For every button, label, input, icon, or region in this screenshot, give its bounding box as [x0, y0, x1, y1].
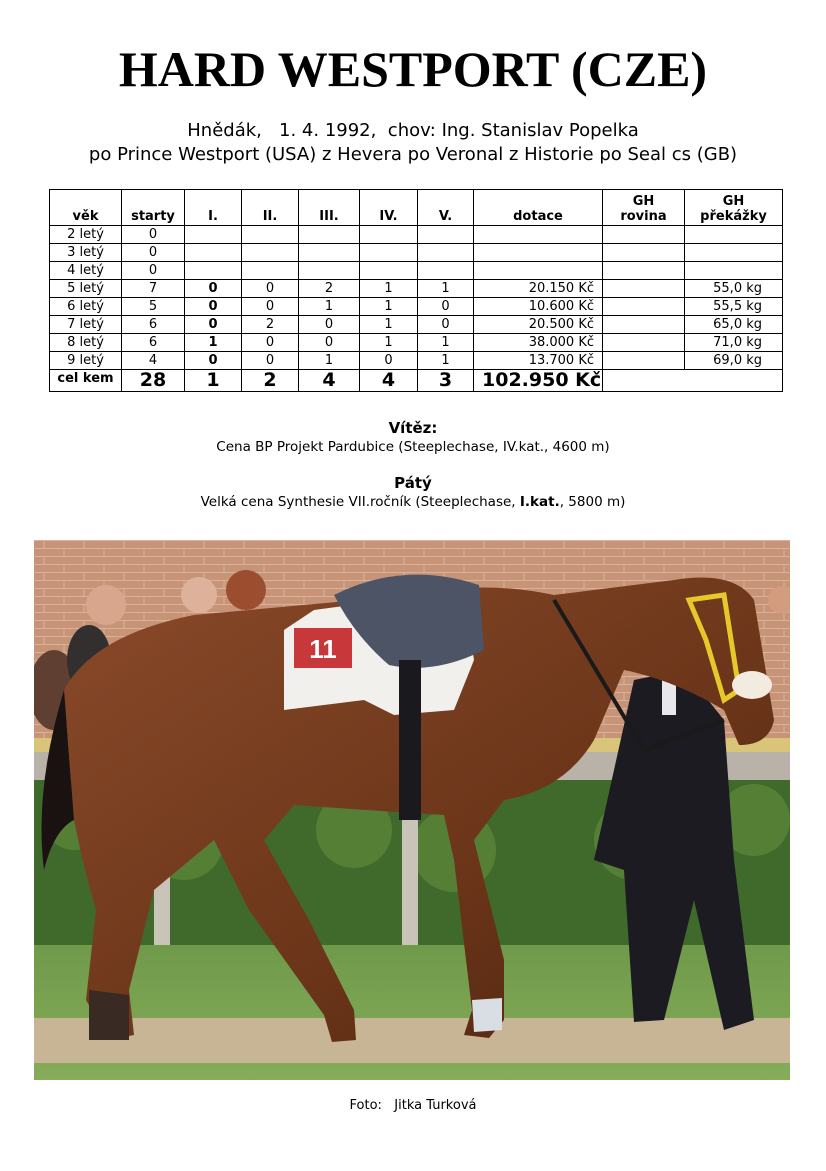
cell-fifth [418, 244, 474, 262]
cell-third [299, 262, 360, 280]
cell-gh-rovina [603, 244, 685, 262]
cell-first [185, 262, 242, 280]
cell-dotace [474, 262, 603, 280]
total-starty: 28 [122, 370, 185, 392]
cell-second: 0 [242, 352, 299, 370]
table-total-row [50, 370, 783, 392]
header-second: II. [242, 190, 299, 226]
table-row [50, 334, 783, 352]
cell-third: 0 [299, 334, 360, 352]
pedigree-line: po Prince Westport (USA) z Hevera po Veronal z Historie po Seal cs (GB) [88, 144, 738, 165]
table-row [50, 316, 783, 334]
horse-name-title: HARD WESTPORT (CZE) [118, 41, 708, 97]
cell-second [242, 244, 299, 262]
cell-second: 0 [242, 298, 299, 316]
table-row [50, 298, 783, 316]
table-row [50, 244, 783, 262]
cell-fourth: 0 [360, 352, 418, 370]
cell-second: 0 [242, 280, 299, 298]
cell-gh-rovina [603, 352, 685, 370]
cell-dotace [474, 226, 603, 244]
header-gh-prekazky-line1: GH [722, 194, 745, 209]
cell-gh-rovina [603, 226, 685, 244]
cell-age: 8 letý [50, 334, 122, 352]
total-dotace: 102.950 Kč [474, 370, 603, 392]
cell-gh-prekazky: 55,5 kg [685, 298, 783, 316]
cell-second [242, 226, 299, 244]
cell-third: 1 [299, 352, 360, 370]
cell-age: 2 letý [50, 226, 122, 244]
cell-age: 6 letý [50, 298, 122, 316]
header-gh-prekazky-line2: překážky [700, 209, 767, 224]
fifth-race-distance: , 5800 m) [559, 494, 626, 510]
header-vek: věk [50, 190, 122, 226]
cell-third [299, 244, 360, 262]
cell-starty: 0 [122, 244, 185, 262]
table-row [50, 226, 783, 244]
cell-second: 0 [242, 334, 299, 352]
header-gh-rovina [603, 190, 685, 226]
table-header-row [50, 190, 783, 226]
header-first: I. [185, 190, 242, 226]
total-empty [603, 370, 783, 392]
cell-fourth: 1 [360, 316, 418, 334]
cell-fourth [360, 244, 418, 262]
cell-gh-rovina [603, 316, 685, 334]
cell-first [185, 244, 242, 262]
cell-starty: 6 [122, 316, 185, 334]
cell-age: 7 letý [50, 316, 122, 334]
cell-age: 4 letý [50, 262, 122, 280]
cell-age: 9 letý [50, 352, 122, 370]
cell-gh-prekazky [685, 226, 783, 244]
cell-first: 0 [185, 316, 242, 334]
cell-fourth: 1 [360, 280, 418, 298]
cell-starty: 5 [122, 298, 185, 316]
cell-fifth: 1 [418, 280, 474, 298]
cell-dotace: 20.500 Kč [474, 316, 603, 334]
cell-fifth: 1 [418, 352, 474, 370]
cell-third: 2 [299, 280, 360, 298]
cell-gh-prekazky: 71,0 kg [685, 334, 783, 352]
cell-third [299, 226, 360, 244]
photo-credit: Foto: Jitka Turková [349, 1098, 477, 1113]
cell-dotace [474, 244, 603, 262]
cell-starty: 0 [122, 226, 185, 244]
cell-fifth [418, 262, 474, 280]
total-second: 2 [242, 370, 299, 392]
cell-gh-prekazky [685, 262, 783, 280]
horse-photo [34, 540, 790, 1080]
cell-fifth: 1 [418, 334, 474, 352]
fifth-race [0, 493, 826, 511]
cell-fourth [360, 262, 418, 280]
table-row [50, 262, 783, 280]
cell-third: 0 [299, 316, 360, 334]
cell-dotace: 20.150 Kč [474, 280, 603, 298]
cell-age: 3 letý [50, 244, 122, 262]
cell-starty: 4 [122, 352, 185, 370]
cell-gh-prekazky: 69,0 kg [685, 352, 783, 370]
cell-dotace: 13.700 Kč [474, 352, 603, 370]
cell-gh-prekazky: 55,0 kg [685, 280, 783, 298]
header-gh-prekazky [685, 190, 783, 226]
fifth-race-text: Velká cena Synthesie VII.ročník (Steeplechase, [200, 494, 520, 510]
fifth-heading: Pátý [394, 474, 432, 492]
cell-gh-rovina [603, 262, 685, 280]
total-third: 4 [299, 370, 360, 392]
cell-first: 1 [185, 334, 242, 352]
cell-fifth: 0 [418, 298, 474, 316]
cell-fourth: 1 [360, 334, 418, 352]
cell-first: 0 [185, 280, 242, 298]
winner-heading: Vítěz: [388, 419, 438, 437]
cell-age: 5 letý [50, 280, 122, 298]
cell-gh-rovina [603, 298, 685, 316]
header-starty: starty [122, 190, 185, 226]
cell-starty: 6 [122, 334, 185, 352]
header-third: III. [299, 190, 360, 226]
cell-gh-prekazky: 65,0 kg [685, 316, 783, 334]
total-fourth: 4 [360, 370, 418, 392]
cell-first [185, 226, 242, 244]
cell-third: 1 [299, 298, 360, 316]
cell-fifth [418, 226, 474, 244]
saddle-number: 11 [309, 634, 337, 664]
total-age: cel kem [50, 370, 122, 392]
cell-gh-prekazky [685, 244, 783, 262]
header-gh-rovina-line1: GH [632, 194, 655, 209]
cell-starty: 7 [122, 280, 185, 298]
header-fifth: V. [418, 190, 474, 226]
header-gh-rovina-line2: rovina [620, 209, 667, 224]
cell-second: 2 [242, 316, 299, 334]
table-row [50, 352, 783, 370]
header-dotace: dotace [474, 190, 603, 226]
fifth-race-category: I.kat. [519, 494, 560, 510]
race-statistics-table [49, 189, 783, 392]
cell-fifth: 0 [418, 316, 474, 334]
cell-dotace: 38.000 Kč [474, 334, 603, 352]
horse-info-line: Hnědák, 1. 4. 1992, chov: Ing. Stanislav Popelka [187, 120, 639, 141]
cell-first: 0 [185, 352, 242, 370]
cell-second [242, 262, 299, 280]
cell-fourth: 1 [360, 298, 418, 316]
cell-dotace: 10.600 Kč [474, 298, 603, 316]
cell-fourth [360, 226, 418, 244]
winner-race: Cena BP Projekt Pardubice (Steeplechase, IV.kat., 4600 m) [216, 439, 610, 455]
total-first: 1 [185, 370, 242, 392]
cell-gh-rovina [603, 280, 685, 298]
cell-first: 0 [185, 298, 242, 316]
cell-gh-rovina [603, 334, 685, 352]
table-row [50, 280, 783, 298]
header-fourth: IV. [360, 190, 418, 226]
cell-starty: 0 [122, 262, 185, 280]
total-fifth: 3 [418, 370, 474, 392]
